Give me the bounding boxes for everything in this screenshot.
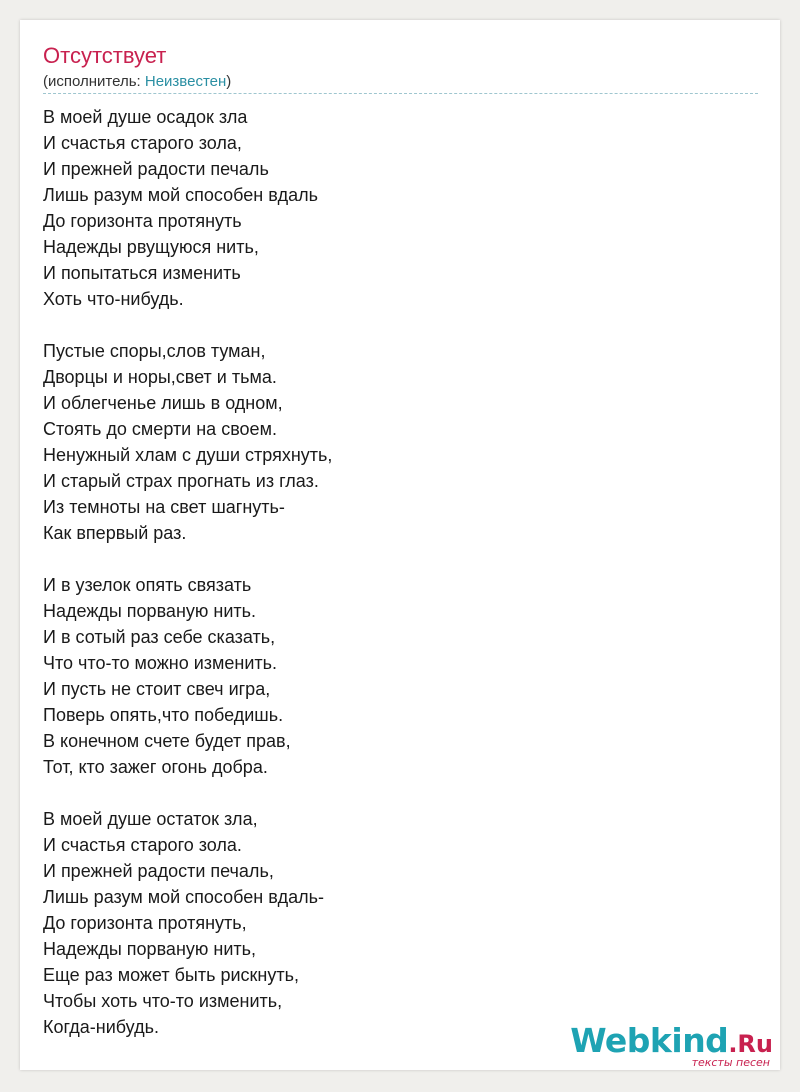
stanza <box>43 806 743 1040</box>
lyric-line: Как впервый раз. <box>43 523 187 543</box>
lyric-line: И облегченье лишь в одном, <box>43 393 283 413</box>
logo-tld: .Ru <box>728 1030 773 1058</box>
lyric-line: Стоять до смерти на своем. <box>43 419 277 439</box>
title-divider <box>43 93 758 94</box>
site-logo[interactable] <box>570 1021 773 1060</box>
lyric-line: Надежды порваную нить. <box>43 601 257 621</box>
lyric-line: Еще раз может быть рискнуть, <box>43 965 299 985</box>
logo-tagline: тексты песен <box>691 1056 770 1069</box>
lyric-line: И пусть не стоит свеч игра, <box>43 679 271 699</box>
lyric-line: Пустые споры,слов туман, <box>43 341 266 361</box>
lyric-line: Хоть что-нибудь. <box>43 289 184 309</box>
lyric-line: Надежды рвущуюся нить, <box>43 237 259 257</box>
stanza <box>43 104 743 312</box>
lyric-line: Когда-нибудь. <box>43 1017 159 1037</box>
lyric-line: В конечном счете будет прав, <box>43 731 291 751</box>
stanza <box>43 572 743 780</box>
lyric-line: И попытаться изменить <box>43 263 241 283</box>
lyric-line: В моей душе остаток зла, <box>43 809 258 829</box>
artist-prefix: (исполнитель: <box>43 73 145 90</box>
lyric-line: До горизонта протянуть <box>43 211 242 231</box>
lyric-line: Дворцы и норы,свет и тьма. <box>43 367 277 387</box>
lyrics-text <box>43 104 743 1066</box>
lyric-line: Надежды порваную нить, <box>43 939 257 959</box>
artist-link[interactable]: Неизвестен <box>144 73 227 90</box>
lyric-line: Лишь разум мой способен вдаль <box>43 185 318 205</box>
lyric-line: Лишь разум мой способен вдаль- <box>43 887 324 907</box>
lyric-line: И в сотый раз себе сказать, <box>43 627 276 647</box>
song-title: Отсутствует <box>43 43 167 68</box>
lyric-line: Чтобы хоть что-то изменить, <box>43 991 283 1011</box>
lyric-line: И старый страх прогнать из глаз. <box>43 471 319 491</box>
artist-line <box>43 72 231 92</box>
logo-name: Webkind <box>570 1021 729 1060</box>
lyric-line: В моей душе осадок зла <box>43 107 248 127</box>
lyric-line: И прежней радости печаль <box>43 159 269 179</box>
lyric-line: И прежней радости печаль, <box>43 861 274 881</box>
lyric-line: Что что-то можно изменить. <box>43 653 278 673</box>
lyric-line: Поверь опять,что победишь. <box>43 705 284 725</box>
lyric-line: До горизонта протянуть, <box>43 913 247 933</box>
artist-suffix: ) <box>226 73 232 90</box>
lyric-line: Тот, кто зажег огонь добра. <box>43 757 268 777</box>
lyric-line: И счастья старого зола, <box>43 133 242 153</box>
lyric-line: Ненужный хлам с души стряхнуть, <box>43 445 333 465</box>
stanza <box>43 338 743 546</box>
lyric-line: И в узелок опять связать <box>43 575 252 595</box>
lyric-line: И счастья старого зола. <box>43 835 242 855</box>
lyric-line: Из темноты на свет шагнуть- <box>43 497 285 517</box>
